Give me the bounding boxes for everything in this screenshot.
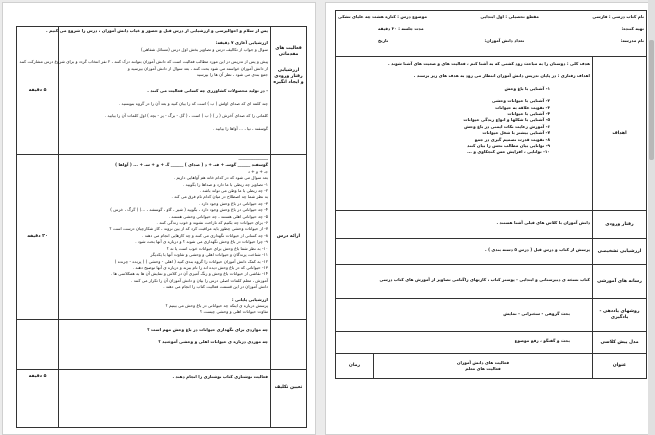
goals-cell — [336, 57, 593, 211]
topic-label: موضوع درس : کتاره هشت چه علیای تشکی — [338, 14, 427, 19]
teaching-line: ۱۲- به کمک دانش آموزان حیوانات را گروه بندی کنید ( اهلی - وحشی ) ( پرنده - چرنده ) — [114, 258, 268, 264]
initial-text: پرسش از کتاب و درس قبل ( درس ۵ دسته بندی ) . — [485, 247, 590, 252]
evaluation-line: پرسش درباره ی اینکه چه حیواناتی در باغ وحش می بینیم ؟ — [165, 302, 268, 308]
teaching-line: ۵- چه حیواناتی اهلی هستند ، چه حیواناتی وحشی هستند . — [168, 213, 268, 219]
label-cell-1 — [271, 27, 307, 155]
intro-line: پیش و پس از تدریس در این مورد مطالب فعالیت است که دانش آموزان بتوانند درک کنند ، ۲ نفر انتخاب گردد و برای شروع درس مشارکت کنند — [19, 59, 268, 65]
document-page-right — [325, 2, 654, 435]
time-label: ۵ دقیقه — [28, 374, 47, 379]
row-label: ارزشیابی رفتار ورودی و ایجاد انگیزه — [273, 68, 304, 85]
teaching-line: - در تولید محصولات کشاورزی چه کسانی فعالیت می کنند . — [147, 88, 268, 94]
teaching-line: دانش آموزان در این قسمت فعالیت کتاب را انجام می دهند . — [163, 284, 268, 290]
goals-general: هدف کلی : دوستان را به مباحث رود کشتی که به آشنا کنم ، فعالیت های و ضعیت های آشنا شوند . — [388, 61, 590, 66]
label-cell-2 — [271, 155, 307, 320]
intro-line: از دانش آموزان خواسته می شود بحث کنند ، بعد سوال از دانش آموزان بپرسید و — [127, 65, 268, 71]
goal-item: ۹- توانایی بیان مطالب نحس را بیان کنند — [467, 143, 550, 149]
teaching-line: ۶- برای حیوانات چه بکنیم که ناراحت نشوند و خوب زندگی کنند . — [156, 220, 268, 226]
scrollbar-thumb[interactable] — [649, 40, 654, 160]
teaching-line: جـ + و + د — [247, 168, 268, 174]
time-cell-1 — [17, 27, 59, 155]
lesson-plan-table — [335, 10, 647, 379]
time-cell-3 — [17, 320, 59, 370]
entry-label-cell — [593, 211, 647, 239]
teaching-line: ۱۱- شناخت پرندگان و حیوانات اهلی و وحشی و تفاوت آنها با یکدیگر — [150, 252, 268, 258]
date-label: تاریخ — [378, 37, 389, 43]
teaching-line: به نظر شما چه اصطلاح در میان کدام نام فرق می کند . — [171, 194, 268, 200]
teaching-line: ۴- چه حیواناتی در باغ وحش وجود دارد ، بگویید ( شیر ، گاو ، گوسفند ، ...) ( گرگ ، خرس ) — [110, 207, 268, 213]
evaluation-line: چه مواردی برای نگهداری حیوانات در باغ وحش مهم است ؟ — [147, 327, 268, 332]
bottom-time-cell — [336, 354, 374, 379]
students-label: تعداد دانش آموزان: — [484, 37, 525, 43]
evaluation-title: ارزشیابی پایانی : — [231, 296, 268, 302]
media-text: کتاب نسخه ی دبیرستانی و ابتدایی - پوستر کتاب ، کارتهای راگنامی تصاویر از آموزش های کتاب درسی — [379, 277, 590, 282]
intro-line: جمع بندی می شود ، نظر آن ها را بپرسید — [196, 72, 268, 78]
goals-label-cell — [593, 57, 647, 211]
method-text: بحث گروهی - سخنرانی - نمایش — [503, 311, 570, 316]
entry-cell — [336, 211, 593, 239]
teaching-cell — [59, 155, 271, 320]
teaching-line: گوسفند ______ گوسـ + فنـ + د ( صدای ) ______ گـ + و + سـ + ... ( آواها ) — [115, 162, 268, 168]
label-cell-3 — [271, 320, 307, 370]
row-label: روشهای یاددهی - یادگیری — [599, 309, 640, 320]
teaching-line: گوسفند ، نیا ، ... آواها را بیابید . — [213, 125, 268, 131]
bottom-activities-cell — [374, 354, 593, 379]
intro-line: پس از سلام و احوالپرسی و ارزشیابی از درس قبل و حضور و غیاب دانش آموزان ، درس را شروع می کنیم . — [46, 28, 268, 33]
teaching-line: آموزش ، معلم کلمات اصلی درس را بیان و دانش آموزان آن را تکرار می کنند . — [131, 277, 268, 283]
subject-label: نام کتاب درسی : فارسی — [592, 14, 644, 19]
time-cell-4 — [17, 370, 59, 428]
initial-label-cell — [593, 239, 647, 265]
row-label: فعالیت های مقدماتی — [275, 46, 302, 57]
goal-item: ۴- آشنایی با حیوانات — [507, 111, 550, 117]
time-header: زمان — [348, 363, 361, 368]
row-label: رفتار ورودی — [605, 221, 634, 227]
homework-text: فعالیت نوشتاری کتاب نوشتاری را انجام دهند . — [172, 374, 268, 379]
goal-item: ۷- آشنایی بیشتر با شغل حیوانات — [482, 130, 550, 136]
evaluation-cell — [59, 320, 271, 370]
teaching-line: ۱۰- به نظر شما باغ وحش برای حیوانات خوب است یا نه ؟ — [166, 245, 268, 251]
evaluation-line: چه موردی درباره ی حیوانات اهلی و وحشی آموختید ؟ — [158, 339, 268, 345]
teaching-line: ۲- چه ربطی با ما وطن می تواند باشد . — [199, 188, 268, 194]
teaching-line: بعد سوال می شود که در کدام خانه هم آواهایی داریم . — [173, 175, 268, 181]
teaching-line: چند کلمه ای که صدای اولش ( ب ) است که را بیان کنید و بعد آن را در گروه بنویسید . — [118, 100, 268, 106]
row-label: رسانه های آموزشی — [597, 278, 642, 284]
intro-line: سوال و جواب از تکالیف درس و تصاویر بخش اول درس (مسائل شفاهی) — [140, 46, 268, 52]
goal-item: ۱۰- توانایی ، افزایش حس کنجکاوی و ... — [467, 149, 550, 155]
document-page-left — [2, 2, 316, 435]
teaching-line: ۳- چه حیواناتی در باغ وحش وجود دارد . — [198, 200, 268, 206]
strategy-label-cell — [593, 332, 647, 354]
school-label: نام مدرسه: — [620, 37, 644, 43]
teaching-line: ۱۴- نقاشی از حیوانات باغ وحش و رنگ آمیزی آن در کلاس و نمایش آن ها به همکلاسی ها . — [110, 271, 268, 277]
time-label: ۲۰ دقیقه — [27, 234, 48, 239]
intro-line: ارزشیابی آغازی ۷ دقیقه: — [215, 40, 268, 46]
homework-cell — [59, 370, 271, 428]
teaching-line: ــــــــــــــــــــــــ — [238, 156, 268, 161]
method-cell — [336, 299, 593, 332]
evaluation-line: تفاوت حیوانات اهلی و وحشی چیست ؟ — [199, 309, 268, 315]
teaching-line: ۷- از حیوانات وحشی چطور باید مراقبت کرد که از بین نروند ، کار شکارچیان درست است ؟ — [109, 226, 268, 232]
title-header: عنوان — [612, 363, 627, 368]
bottom-title-cell — [593, 354, 647, 379]
lesson-activities-table — [16, 26, 307, 428]
row-label: تعیین تکلیف — [274, 385, 303, 390]
row-label: ارزشیابی تشخیصی — [597, 248, 642, 254]
header-cell — [336, 11, 647, 57]
students-activities-header: فعالیت های دانش آموزان — [456, 359, 510, 365]
row-label: اهداف — [612, 130, 627, 136]
teacher-activities-header: فعالیت های معلم — [465, 366, 501, 371]
strategy-text: بحث و گفتگو ، رفع موضوع — [514, 338, 570, 343]
media-cell — [336, 265, 593, 299]
goals-sub: اهداف رفتاری : در پایان تدریس دانش آموزان انتظار می رود به هدف های زیر برسند . — [413, 73, 590, 79]
time-label: ۵ دقیقه — [28, 87, 47, 93]
teaching-line: ۸- چه کسانی از حیوانات نگهداری می کنند و چه کارهایی انجام می دهند . — [142, 232, 268, 238]
grade-label: مقطع تحصیلی : اول ابتدایی — [480, 14, 539, 19]
row-label: مدل پیش کلاسی — [600, 339, 639, 345]
teaching-line: ۱۳- حیواناتی که در باغ وحش دیده اند را نام ببرند و درباره ی آنها توضیح دهند . — [132, 264, 268, 270]
teaching-line: ۹- چرا حیوانات در باغ وحش نگهداری می شوند ؟ و درباره ی آنها بحث شود . — [135, 239, 268, 245]
goal-item: ۵- آشنایی با شکلها و انواع زندگی حیوانات — [463, 117, 550, 123]
goal-item: ۲- آشنایی با حیوانات وحشی — [491, 98, 550, 104]
teaching-line: ۱- تصاویر چه ربطی با ما دارد و صداها را بگویید . — [182, 181, 268, 187]
goal-item: ۱- آشنایی با باغ وحش — [504, 85, 550, 91]
initial-cell — [336, 239, 593, 265]
media-label-cell — [593, 265, 647, 299]
row-label: ارائه درس — [276, 234, 301, 239]
time-cell-2 — [17, 155, 59, 320]
goal-item: ۳- تقویت علاقه به حیوانات — [495, 104, 550, 110]
strategy-cell — [336, 332, 593, 354]
teaching-line: کلماتی را که صدای آخرش ( ر ) ( ب ) است ، ( گل - برگ - پر - بچه ) اول کلمات آن را بیابید . — [104, 113, 268, 119]
entry-text: دانش آموزان با کلاس های قبلی آشنا هستند . — [496, 220, 590, 225]
goal-item: ۶- آموزش رعایت نکات ایمنی در باغ وحش — [464, 123, 550, 129]
vertical-scrollbar[interactable] — [648, 0, 655, 435]
duration-label: مدت جلسه : ۳۰ دقیقه — [378, 26, 424, 32]
goal-item: ۸- تقویت قدرت تصمیم گیری در جمع — [474, 136, 550, 142]
method-label-cell — [593, 299, 647, 332]
teacher-label: تهیه کننده: — [621, 26, 644, 32]
label-cell-4 — [271, 370, 307, 428]
